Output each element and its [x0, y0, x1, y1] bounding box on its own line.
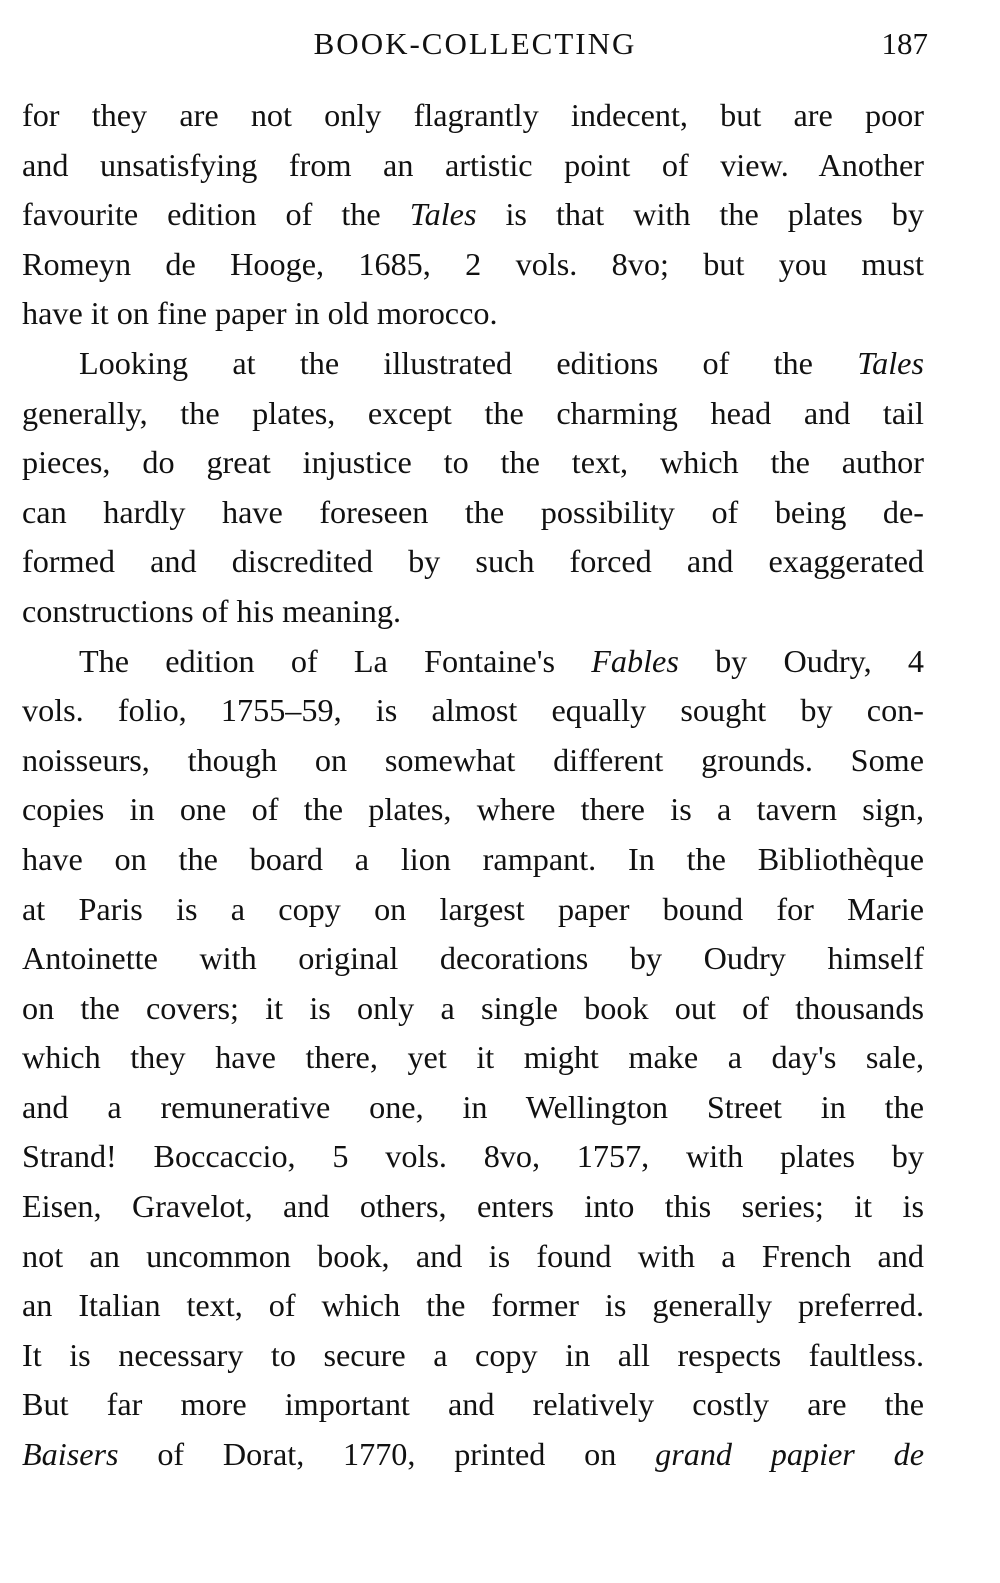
italic-phrase: grand papier de [655, 1436, 924, 1473]
text-line: Strand! Boccaccio, 5 vols. 8vo, 1757, with plates by [22, 1138, 924, 1175]
italic-title: Tales [409, 196, 477, 233]
text-line: favourite edition of the Tales is that with the plates by [22, 196, 924, 233]
text-line: and unsatisfying from an artistic point of view. Another [22, 146, 924, 183]
body-text [22, 91, 924, 1480]
paragraph-start-line: The edition of La Fontaine's Fables by Oudry, 4 [79, 642, 924, 679]
text-line: It is necessary to secure a copy in all respects faultless. [22, 1336, 924, 1373]
running-title: BOOK-COLLECTING [313, 26, 637, 61]
text-line: can hardly have foreseen the possibility of being de- [22, 493, 924, 530]
text-line: an Italian text, of which the former is generally preferred. [22, 1287, 924, 1324]
text-line: formed and discredited by such forced and exaggerated [22, 543, 924, 580]
paragraph-start-line: Looking at the illustrated editions of the Tales [79, 344, 924, 381]
italic-title: Baisers [22, 1436, 119, 1473]
text-line: on the covers; it is only a single book out of thousands [22, 989, 924, 1026]
italic-title: Fables [591, 642, 679, 679]
text-line: Baisers of Dorat, 1770, printed on grand papier de [22, 1436, 924, 1473]
text-line: not an uncommon book, and is found with a French and [22, 1237, 924, 1274]
text-line: Romeyn de Hooge, 1685, 2 vols. 8vo; but you must [22, 245, 924, 282]
text-line: noisseurs, though on somewhat different grounds. Some [22, 741, 924, 778]
text-line: at Paris is a copy on largest paper bound for Marie [22, 890, 924, 927]
text-line: have on the board a lion rampant. In the Bibliothèque [22, 840, 924, 877]
text-line: and a remunerative one, in Wellington Street in the [22, 1088, 924, 1125]
text-line: Antoinette with original decorations by Oudry himself [22, 940, 924, 977]
text-line: Eisen, Gravelot, and others, enters into this series; it is [22, 1188, 924, 1225]
text-line: for they are not only flagrantly indecent, but are poor [22, 97, 924, 133]
page-header [22, 24, 928, 72]
text-line: generally, the plates, except the charming head and tail [22, 394, 924, 431]
text-line: constructions of his meaning. [22, 592, 402, 629]
text-line: But far more important and relatively costly are the [22, 1386, 924, 1423]
text-line: pieces, do great injustice to the text, which the author [22, 444, 924, 481]
italic-title: Tales [857, 344, 924, 381]
text-line: vols. folio, 1755–59, is almost equally sought by con- [22, 692, 924, 729]
page-number: 187 [881, 26, 928, 61]
text-line: copies in one of the plates, where there is a tavern sign, [22, 791, 924, 828]
text-line: which they have there, yet it might make a day's sale, [22, 1039, 924, 1076]
text-line: have it on fine paper in old morocco. [22, 295, 498, 332]
